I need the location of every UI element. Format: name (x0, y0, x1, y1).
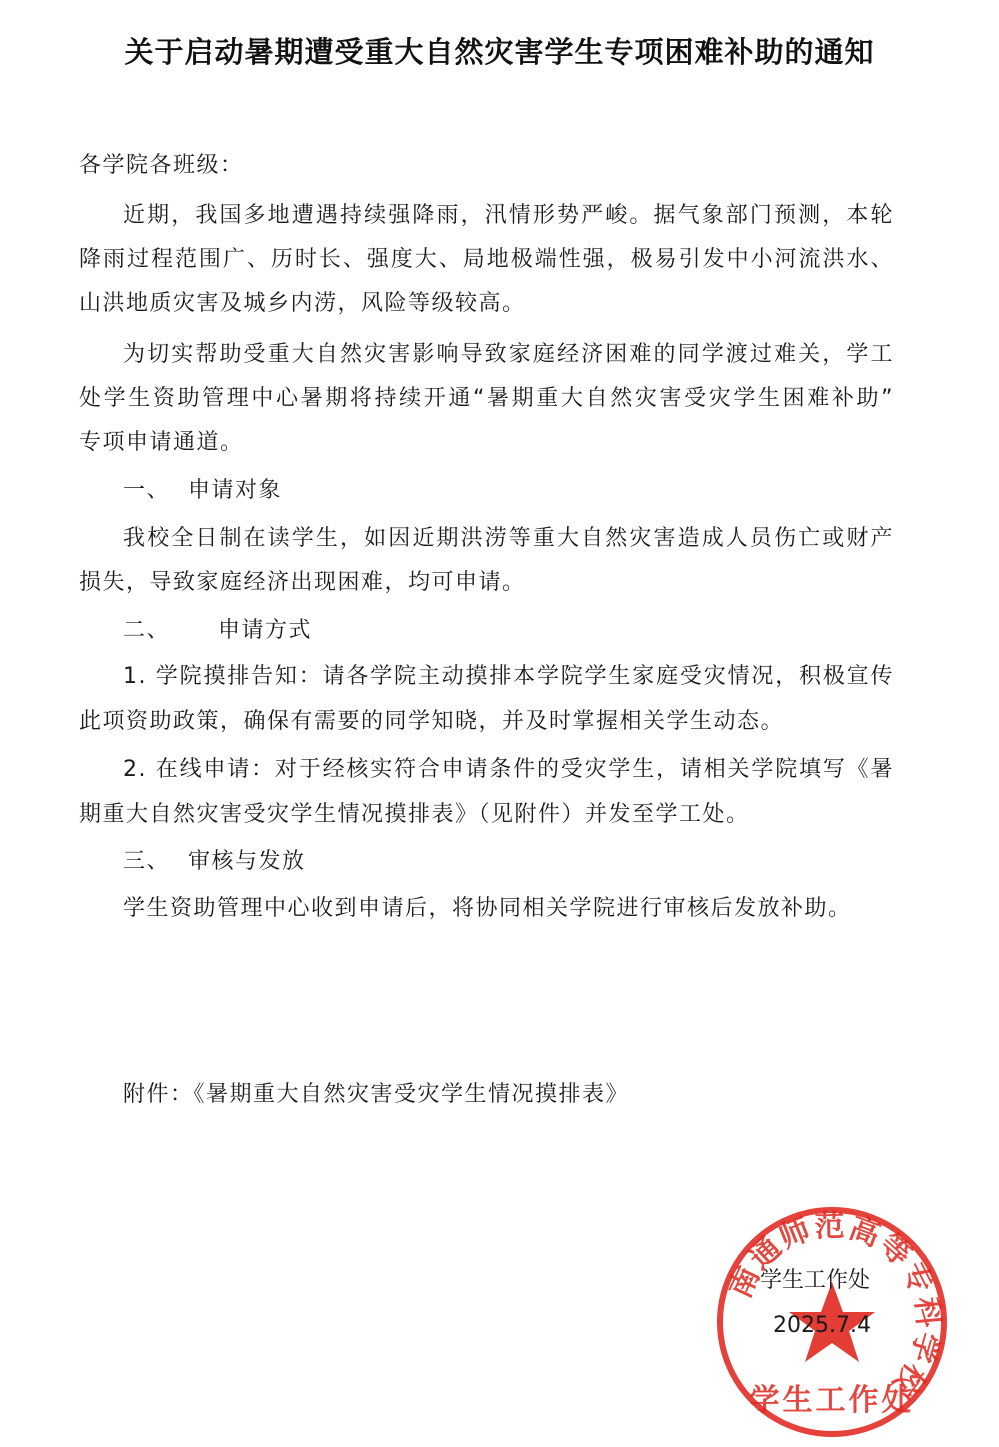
section2-item1-line2: 此项资助政策，确保有需要的同学知晓，并及时掌握相关学生动态。 (79, 709, 785, 734)
section1-number: 一、 (123, 478, 171, 503)
section2-item1-line1: 1. 学院摸排告知：请各学院主动摸排本学院学生家庭受灾情况，积极宣传 (123, 664, 894, 689)
paragraph1-line2: 降雨过程范围广、历时长、强度大、局地极端性强，极易引发中小河流洪水、 (79, 247, 894, 272)
section3-number: 三、 (123, 849, 171, 874)
paragraph2-line1: 为切实帮助受重大自然灾害影响导致家庭经济困难的同学渡过难关，学工 (123, 342, 894, 367)
section1-body-line2: 损失，导致家庭经济出现困难，均可申请。 (79, 570, 526, 595)
paragraph1-line1: 近期，我国多地遭遇持续强降雨，汛情形势严峻。据气象部门预测，本轮 (123, 203, 894, 228)
section3-heading: 审核与发放 (188, 849, 306, 874)
salutation: 各学院各班级： (79, 153, 244, 178)
section2-item2-line2: 期重大自然灾害受灾学生情况摸排表》（见附件）并发至学工处。 (79, 802, 750, 827)
section2-item2-line1: 2. 在线申请：对于经核实符合申请条件的受灾学生，请相关学院填写《暑 (123, 757, 894, 782)
section2-number: 二、 (123, 618, 171, 643)
paragraph1-line3: 山洪地质灾害及城乡内涝，风险等级较高。 (79, 291, 526, 316)
document-title: 关于启动暑期遭受重大自然灾害学生专项困难补助的通知 (124, 35, 875, 69)
paragraph2-line2: 处学生资助管理中心暑期将持续开通“暑期重大自然灾害受灾学生困难补助” (79, 386, 894, 411)
paragraph2-line3: 专项申请通道。 (79, 430, 244, 455)
section2-heading: 申请方式 (218, 618, 313, 643)
section1-heading: 申请对象 (188, 478, 283, 503)
svg-text:学生工作处: 学生工作处 (749, 1383, 915, 1418)
signature-office: 学生工作处 (760, 1268, 871, 1293)
section1-body-line1: 我校全日制在读学生，如因近期洪涝等重大自然灾害造成人员伤亡或财产 (123, 526, 894, 551)
svg-text:南通师范高等专科学校: 南通师范高等专科学校 (722, 1208, 947, 1404)
section3-body: 学生资助管理中心收到申请后，将协同相关学院进行审核后发放补助。 (123, 896, 852, 921)
attachment-line: 附件：《暑期重大自然灾害受灾学生情况摸排表》 (123, 1082, 630, 1107)
signature-date: 2025.7.4 (773, 1313, 871, 1338)
